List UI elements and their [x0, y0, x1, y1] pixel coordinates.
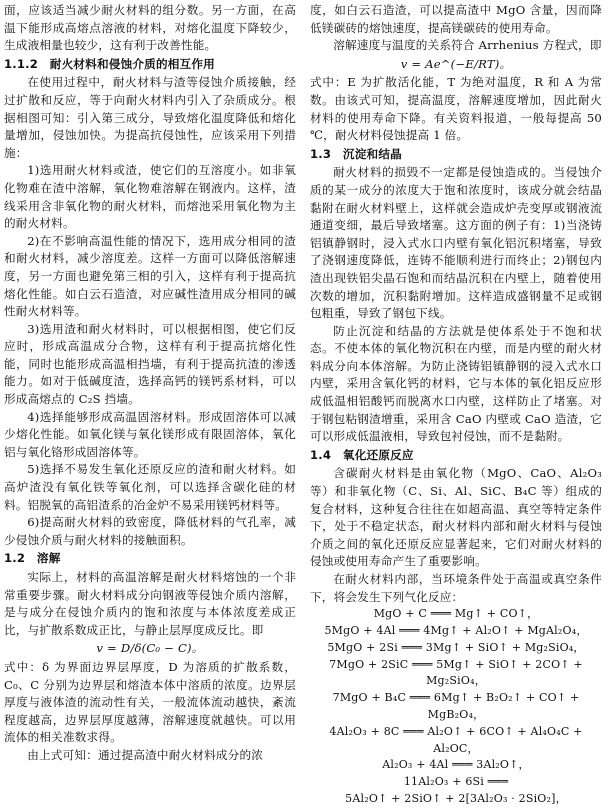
reaction-equation: 5Al₂O↑ + 2SiO↑ + 2[3Al₂O₃ · 2SiO₂]，	[345, 791, 567, 805]
reaction-equation: 11Al₂O₃ + 6Si ═══	[403, 775, 509, 789]
list-item: 1)选用耐火材料或渣，使它们的互溶度小。如非氧化物难在渣中溶解，氧化物难溶解在钢液内。这样，渣线采用含非氧化物的耐火材料，而熔池采用氧化物为主的耐火材料。	[4, 163, 296, 231]
equation: v = D/δ(C₀ − C)。	[96, 641, 204, 656]
reaction-equation: MgO + C ═══ Mg↑ + CO↑，	[373, 607, 539, 621]
list-item: 3)选用渣和耐火材料时，可以根据相图，使它们反应时，形成高温成分合物，这样有利于提高抗熔化性能，同时也能形成高温相挡墙，有利于提高抗渣的渗透能力。如对于低碱度渣，选择高钙的镁钙系材料，可以形成高熔点的 C₂S 挡墙。	[4, 321, 296, 407]
section-heading-1-3: 1.3 沉淀和结晶	[310, 146, 402, 161]
paragraph: 溶解速度与温度的关系符合 Arrhenius 方程式，即	[333, 38, 602, 53]
paragraph: 在使用过程中，耐火材料与渣等侵蚀介质接触，经过扩散和反应，等于向耐火材料内引入了杂质成分。根据相图可知：引入第三成分，导致熔化温度降低和熔化量增加，侵蚀加快。为提高抗侵蚀性，应该采用下列措施：	[4, 75, 296, 160]
paragraph: 含碳耐火材料是由氧化物（MgO、CaO、Al₂O₃ 等）和非氧化物（C、Si、Al、SiC、B₄C 等）组成的复合材料，这种复合往往在如超高温、真空等特定条件下，处于不稳定状态，耐火材料内部和耐火材料与侵蚀介质之间的氧化还原反应显著起来，它们对耐火材料的侵蚀或使用寿命产生了重要影响。	[310, 466, 602, 569]
paragraph: 在耐火材料内部，当环境条件处于高温或真空条件下，将会发生下列气化反应：	[310, 572, 602, 604]
reaction-equation: 5MgO + 4Al ═══ 4Mg↑ + Al₂O↑ + MgAl₂O₄，	[324, 623, 588, 637]
paragraph: 式中：E 为扩散活化能，T 为绝对温度，R 和 A 为常数。由该式可知，提高温度，溶解速度增加，因此耐火材料的使用寿命下降。有关资料报道，一般每提高 50 ℃，耐火材料侵蚀提高 1 倍。	[310, 75, 602, 143]
left-column	[4, 2, 296, 765]
reaction-equation: 5MgO + 2Si ═══ 3Mg↑ + SiO↑ + Mg₂SiO₄，	[327, 640, 585, 654]
reaction-equation: 4Al₂O₃ + 8C ═══ Al₂O↑ + 6CO↑ + Al₄O₄C + Al₂OC，	[329, 724, 583, 755]
reaction-equation: 7MgO + 2SiC ═══ 5Mg↑ + SiO↑ + 2CO↑ + Mg₂SiO₄，	[329, 657, 583, 688]
list-item: 5)选择不易发生氧化还原反应的渣和耐火材料。如高炉渣没有氧化铁等氧化剂，可以选择含碳化硅的材料。铝脱氧的高铝渣系的冶金炉不易采用镁钙材料等。	[4, 462, 296, 512]
section-heading-1-4: 1.4 氧化还原反应	[310, 447, 414, 462]
paragraph: 实际上，材料的高温溶解是耐火材料熔蚀的一个非常重要步骤。耐火材料成分向钢液等侵蚀介质内溶解，是与成分在侵蚀介质内的饱和浓度与本体浓度差成正比，与扩散系数成正比，与静止层厚度成反比。即	[4, 570, 296, 637]
paragraph: 耐火材料的损毁不一定都是侵蚀造成的。当侵蚀介质的某一成分的浓度大于饱和浓度时，该成分就会结晶黏附在耐火材料壁上，这样就会造成炉壳变厚或钢液流通道变细，最后导致堵塞。这方面的例子有：1)当浇铸铝镇静钢时，浸入式水口内壁有氧化铝沉积堵塞，导致了浇钢速度降低，连铸不能顺利进行而终止；2)钢包内渣出现铁铝尖晶石饱和而结晶沉积在内壁上，随着使用次数的增加，沉积黏附增加。这样造成盛钢量不足或钢包粗重，导致了钢包下线。	[310, 165, 602, 321]
paragraph: 由上式可知：通过提高渣中耐火材料成分的浓	[27, 747, 264, 762]
section-heading-1-1-2: 1.1.2 耐火材料和侵蚀介质的相互作用	[4, 56, 215, 71]
paragraph: 度，如白云石造渣，可以提高渣中 MgO 含量，因而降低镁碳砖的熔蚀速度，提高镁碳砖的使用寿命。	[310, 3, 602, 35]
reaction-equation: Al₂O₃ + 4Al ═══ 3Al₂O↑，	[382, 758, 530, 772]
equation: v = Ae^(−E/RT)。	[400, 56, 512, 71]
list-item: 4)选择能够形成高温固溶材料。形成固溶体可以减少熔化性能。如氧化镁与氧化镁形成有限固溶体，氧化铝与氧化铬形成固溶体等。	[4, 409, 296, 459]
section-heading-1-2: 1.2 溶解	[4, 551, 61, 566]
paragraph: 防止沉淀和结晶的方法就是使体系处于不饱和状态。不使本体的氧化物沉积在内壁，而是内壁的耐火材料成分向本体溶解。为防止浇铸铝镇静钢的浸入式水口内壁，采用含氧化钙的材料，它与本体的氧化铝反应形成低温相铝酸钙而脱离水口内壁，这样防止了堵塞。对于钢包粘钢渣增重，采用含 CaO 内壁或 CaO 造渣，它可以形成低温液相，导致包衬侵蚀，而不是黏附。	[310, 323, 602, 444]
paragraph: 面，应该适当减少耐火材料的组分数。另一方面，在高温下能形成高熔点溶液的材料，对熔化温度下降较少，生成液相量也较少，这有利于改善性能。	[4, 3, 296, 53]
list-item: 6)提高耐火材料的致密度，降低材料的气孔率，减少侵蚀介质与耐火材料的接触面积。	[4, 515, 296, 547]
paragraph: 式中：δ 为界面边界层厚度，D 为溶质的扩散系数，C₀、C 分别为边界层和熔渣本体中溶质的浓度。边界层厚度与液体渣的流动性有关，一般流体流动越快，紊流程度越高，边界层厚度越薄，溶解速度就越快。可以用流体的相关准数求得。	[4, 659, 296, 745]
right-column	[310, 2, 602, 808]
list-item: 2)在不影响高温性能的情况下，选用成分相同的渣和耐火材料，减少溶度差。这样一方面可以降低溶解速度，另一方面也避免第三相的引入，这样有利于提高抗熔化性能。如白云石造渣，对应碱性渣用成分相同的碱性耐火材料等。	[4, 233, 296, 319]
reaction-equation: 7MgO + B₄C ═══ 6Mg↑ + B₂O₂↑ + CO↑ + MgB₂O₄，	[332, 691, 580, 721]
